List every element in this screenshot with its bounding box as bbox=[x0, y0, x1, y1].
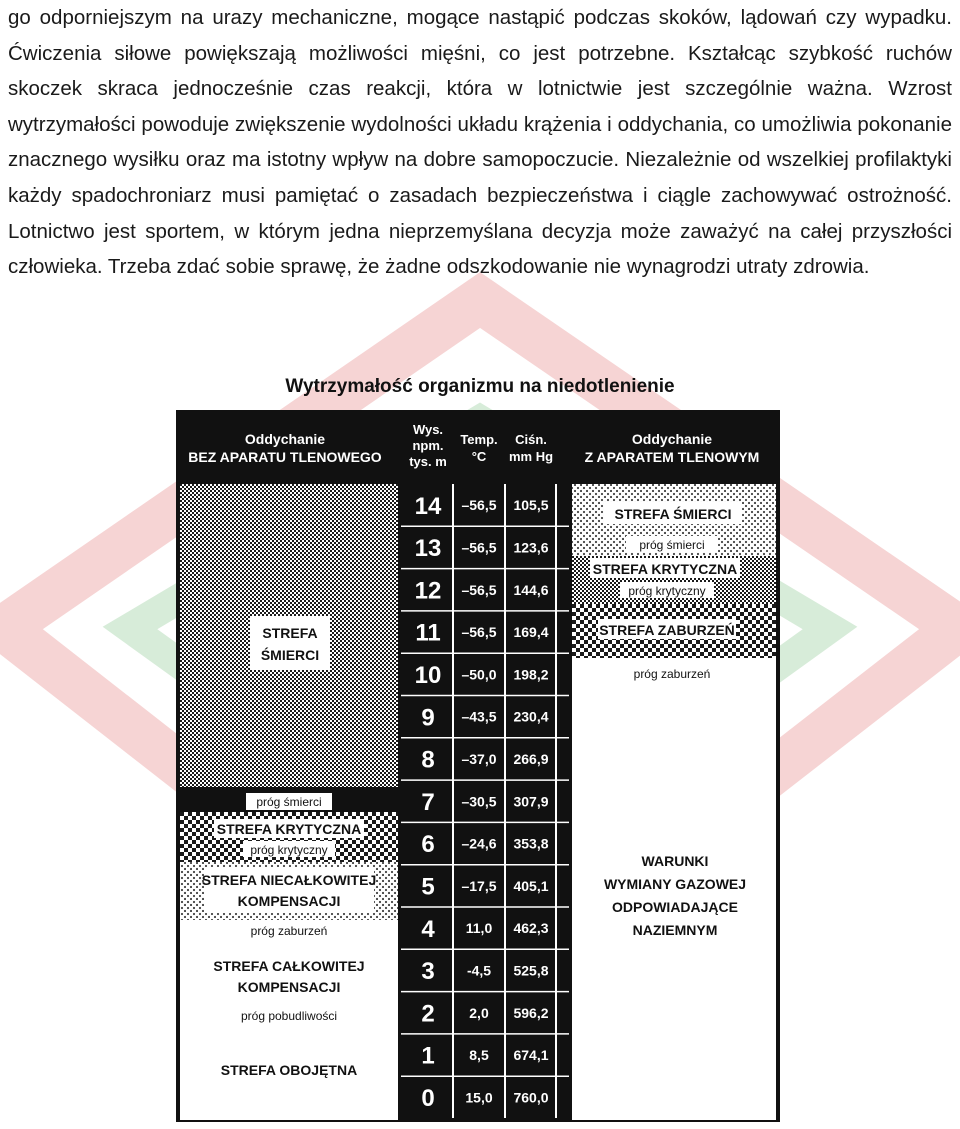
pressure-value: 105,5 bbox=[513, 497, 549, 514]
temperature-value: –50,0 bbox=[461, 666, 497, 683]
left-critical-threshold: próg krytyczny bbox=[250, 843, 328, 857]
temperature-value: 11,0 bbox=[465, 920, 493, 937]
center-data-rows bbox=[401, 493, 569, 1112]
altitude-value: 13 bbox=[414, 535, 442, 563]
right-zone-normal-line4: NAZIEMNYM bbox=[632, 922, 718, 938]
pressure-value: 596,2 bbox=[513, 1004, 549, 1021]
figure-title: Wytrzymałość organizmu na niedotlenienie bbox=[285, 376, 675, 397]
pressure-value: 266,9 bbox=[513, 750, 549, 767]
altitude-value: 6 bbox=[421, 831, 435, 859]
header-left-line2: BEZ APARATU TLENOWEGO bbox=[188, 449, 382, 465]
left-zone-critical: STREFA KRYTYCZNA bbox=[216, 821, 362, 837]
temperature-value: -4,5 bbox=[466, 962, 492, 979]
altitude-value: 14 bbox=[414, 492, 442, 520]
altitude-value: 9 bbox=[421, 704, 435, 732]
temperature-value: 2,0 bbox=[469, 1004, 489, 1021]
temperature-value: –37,0 bbox=[461, 750, 497, 767]
pressure-value: 123,6 bbox=[513, 539, 549, 556]
right-death-threshold: próg śmierci bbox=[639, 538, 705, 552]
right-zone-normal-line1: WARUNKI bbox=[641, 853, 709, 869]
header-temp-line1: Temp. bbox=[460, 432, 498, 447]
right-zone-normal-line2: WYMIANY GAZOWEJ bbox=[603, 876, 747, 892]
altitude-value: 4 bbox=[421, 915, 435, 943]
temperature-value: 8,5 bbox=[469, 1047, 489, 1064]
right-zone-disturbance: STREFA ZABURZEŃ bbox=[599, 622, 735, 638]
left-death-threshold: próg śmierci bbox=[256, 795, 322, 809]
header-right-line2: Z APARATEM TLENOWYM bbox=[584, 449, 760, 465]
temperature-value: –43,5 bbox=[461, 708, 497, 725]
header-temp-line2: °C bbox=[471, 449, 487, 464]
right-critical-threshold: próg krytyczny bbox=[628, 584, 706, 598]
pressure-value: 760,0 bbox=[513, 1089, 549, 1106]
left-zone-complete-line2: KOMPENSACJI bbox=[237, 979, 341, 995]
temperature-value: 15,0 bbox=[465, 1089, 493, 1106]
temperature-value: –56,5 bbox=[461, 581, 497, 598]
left-zone-death-line2: ŚMIERCI bbox=[260, 647, 320, 663]
header-alt-line2: npm. bbox=[412, 438, 444, 453]
pressure-value: 307,9 bbox=[513, 793, 549, 810]
temperature-value: –56,5 bbox=[461, 497, 497, 514]
left-zone-neutral: STREFA OBOJĘTNA bbox=[220, 1062, 358, 1078]
pressure-value: 405,1 bbox=[513, 877, 549, 894]
temperature-value: –24,6 bbox=[461, 835, 497, 852]
header-right-line1: Oddychanie bbox=[631, 431, 713, 447]
altitude-value: 12 bbox=[414, 577, 442, 605]
pressure-value: 674,1 bbox=[513, 1047, 549, 1064]
left-disturbance-threshold: próg zaburzeń bbox=[250, 924, 328, 938]
pressure-value: 198,2 bbox=[513, 666, 549, 683]
altitude-value: 2 bbox=[421, 1000, 435, 1028]
temperature-value: –17,5 bbox=[461, 877, 497, 894]
body-paragraph: go odporniejszym na urazy mechaniczne, mogące nastąpić podczas skoków, lądowań czy wypadku. Ćwiczenia siłowe powiększają możliwości mięśni, co jest potrzebne. Kształcąc szybkość ruchów skoczek skraca jednocześnie czas reakcji, która w lotnictwie jest szczególnie ważna. Wzrost wytrzymałości powoduje zwiększenie wydolności układu krążenia i oddychania, co umożliwia pokonanie znacznego wysiłku oraz ma istotny wpływ na dobre samopoczucie. Niezależnie od wszelkiej profilaktyki każdy spadochroniarz musi pamiętać o zasadach bezpieczeństwa i ciągle zachowywać ostrożność. Lotnictwo jest sportem, w którym jedna nieprzemyślana decyzja może zaważyć na całej przyszłości człowieka. Trzeba zdać sobie sprawę, że żadne odszkodowanie nie wynagrodzi utraty zdrowia. bbox=[8, 6, 952, 279]
header-left-line1: Oddychanie bbox=[244, 431, 326, 447]
left-zone-incomplete-line2: KOMPENSACJI bbox=[237, 893, 341, 909]
pressure-value: 525,8 bbox=[513, 962, 549, 979]
header-pres-line2: mm Hg bbox=[508, 449, 554, 464]
altitude-value: 5 bbox=[421, 873, 435, 901]
left-arousal-threshold: próg pobudliwości bbox=[240, 1009, 338, 1023]
pressure-value: 230,4 bbox=[513, 708, 549, 725]
left-zone-death-line1: STREFA bbox=[262, 625, 318, 641]
right-disturbance-threshold: próg zaburzeń bbox=[633, 667, 711, 681]
header-pres-line1: Ciśn. bbox=[515, 432, 547, 447]
altitude-value: 0 bbox=[421, 1084, 435, 1112]
altitude-value: 1 bbox=[421, 1042, 435, 1070]
altitude-value: 7 bbox=[421, 788, 435, 816]
altitude-value: 8 bbox=[421, 746, 435, 774]
right-zone-critical: STREFA KRYTYCZNA bbox=[592, 561, 738, 577]
left-zone-complete-line1: STREFA CAŁKOWITEJ bbox=[213, 958, 365, 974]
pressure-value: 462,3 bbox=[513, 920, 549, 937]
altitude-value: 11 bbox=[415, 619, 441, 647]
header-alt-line3: tys. m bbox=[409, 454, 447, 469]
temperature-value: –56,5 bbox=[461, 624, 497, 641]
header-alt-line1: Wys. bbox=[412, 422, 444, 437]
pressure-value: 353,8 bbox=[513, 835, 549, 852]
altitude-value: 10 bbox=[414, 661, 442, 689]
right-zone-normal-line3: ODPOWIADAJĄCE bbox=[611, 899, 739, 915]
temperature-value: –30,5 bbox=[461, 793, 497, 810]
altitude-value: 3 bbox=[421, 958, 435, 986]
pressure-value: 144,6 bbox=[513, 581, 549, 598]
pressure-value: 169,4 bbox=[513, 624, 549, 641]
right-zone-death: STREFA ŚMIERCI bbox=[614, 506, 732, 522]
temperature-value: –56,5 bbox=[461, 539, 497, 556]
left-zone-incomplete-line1: STREFA NIECAŁKOWITEJ bbox=[201, 872, 377, 888]
